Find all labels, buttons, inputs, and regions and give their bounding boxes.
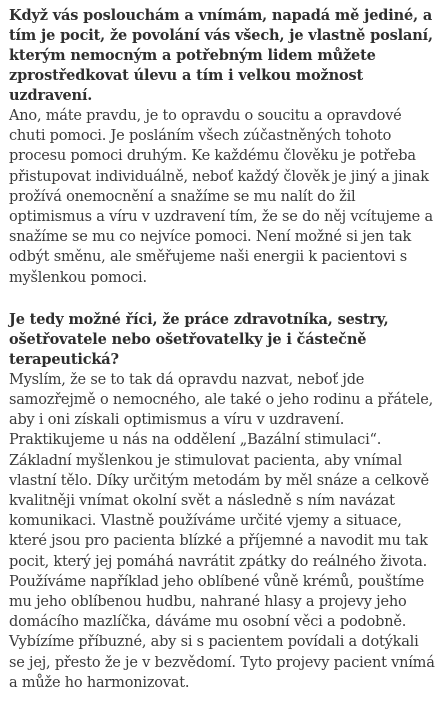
interview-answer-2: Myslím, že se to tak dá opravdu nazvat, neboť jde samozřejmě o nemocného, ale také o jeho rodinu a přátele, aby i oni získali optimismus a víru v uzdravení. Praktikujeme u nás na oddělení „Bazální stimulaci“. Základní myšlenkou je stimulovat pacienta, aby vnímal vlastní tělo. Díky určitým metodám by měl snáze a celkově kvalitněji vnímat okolní svět a následně s ním navázat komunikaci. Vlastně používáme určité vjemy a situace, které jsou pro pacienta blízké a příjemné a navodit mu tak pocit, který jej pomáhá navrátit zpátky do reálného života. Používáme například jeho oblíbené vůně krémů, pouštíme mu jeho oblíbenou hudbu, nahrané hlasy a projevy jeho domácího mazlíčka, dáváme mu osobní věci a podobně. Vybízíme příbuzné, aby si s pacientem povídali a dotýkali se jej, přesto že je v bezvědomí. Tyto projevy pacient vnímá a může ho harmonizovat. xyxy=(9,371,435,691)
qa-block-2 xyxy=(9,310,437,693)
interview-answer-1: Ano, máte pravdu, je to opravdu o soucitu a opravdové chuti pomoci. Je posláním všech zúčastněných tohoto procesu pomoci druhým. Ke každému člověku je potřeba přistupovat individuálně, neboť každý člověk je jiný a jinak prožívá onemocnění a snažíme se mu nalít do žil optimismus a víru v uzdravení tím, že se do něj vcítujeme a snažíme se mu co nejvíce pomoci. Není možné si jen tak odbýt směnu, ale směřujeme naši energii k pacientovi s myšlenkou pomoci. xyxy=(9,108,433,286)
qa-block-1 xyxy=(9,6,437,288)
interview-question-1: Když vás poslouchám a vnímám, napadá mě jediné, a tím je pocit, že povolání vás všech, je vlastně poslaní, kterým nemocným a potřebným lidem můžete zprostředkovat úlevu a tím i velkou možnost uzdravení. xyxy=(9,7,433,104)
interview-article xyxy=(9,6,437,715)
interview-question-2: Je tedy možné říci, že práce zdravotníka, sestry, ošetřovatele nebo ošetřovatelky je i částečně terapeutická? xyxy=(9,310,389,368)
